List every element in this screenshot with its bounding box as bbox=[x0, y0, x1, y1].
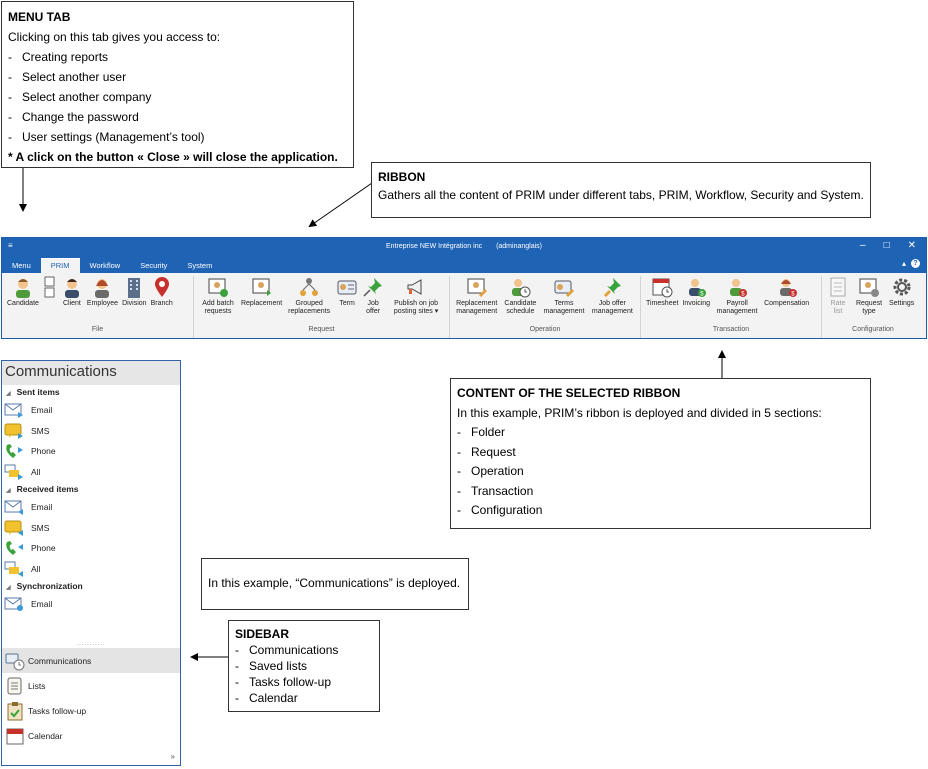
sent-all-item[interactable]: All bbox=[2, 462, 180, 483]
email-icon bbox=[4, 499, 24, 515]
map-pin-icon bbox=[151, 276, 173, 298]
candidate-button[interactable]: Candidate bbox=[5, 276, 41, 308]
quick-access-icon[interactable]: ≡ bbox=[8, 241, 13, 250]
splitter-handle[interactable]: ........... bbox=[76, 641, 106, 647]
list-scroll-icon bbox=[5, 676, 25, 696]
phone-icon bbox=[4, 443, 24, 459]
tab-security[interactable]: Security bbox=[140, 261, 168, 270]
sent-phone-item[interactable]: Phone bbox=[2, 441, 180, 462]
company-name: Entreprise NEW Intégration inc bbox=[386, 243, 483, 250]
pin-icon bbox=[362, 276, 384, 298]
job-offer-management-button[interactable]: Job offer management bbox=[588, 276, 637, 316]
ribbon-callout bbox=[371, 162, 871, 218]
callout-item: - Select another company bbox=[8, 90, 152, 104]
callout-item: - Configuration bbox=[457, 503, 543, 517]
sent-sms-item[interactable]: SMS bbox=[2, 421, 180, 442]
calendar-clock-icon bbox=[651, 276, 673, 298]
employee-button[interactable]: Employee bbox=[85, 276, 120, 308]
group-label-operation: Operation bbox=[529, 326, 561, 333]
division-button[interactable]: Division bbox=[120, 276, 149, 308]
building-icon bbox=[123, 276, 145, 298]
callout-item: - User settings (Management’s tool) bbox=[8, 130, 205, 144]
sidebar-callout bbox=[228, 620, 380, 712]
callout-item: - Transaction bbox=[457, 483, 534, 498]
callout-item: - Request bbox=[457, 444, 516, 459]
section-received-items[interactable]: ◢ Received items bbox=[6, 484, 79, 494]
callout-item: - Saved lists bbox=[235, 659, 308, 673]
callout-item: - Communications bbox=[235, 643, 339, 657]
sidebar-title: Communications bbox=[2, 361, 180, 385]
group-label-configuration: Configuration bbox=[852, 326, 894, 333]
callout-title: SIDEBAR bbox=[235, 627, 290, 641]
callout-item: - Creating reports bbox=[8, 50, 109, 64]
replacement-icon bbox=[251, 276, 273, 298]
terms-management-icon bbox=[553, 276, 575, 298]
candidate-extra-icons[interactable] bbox=[41, 276, 59, 298]
payroll-icon bbox=[726, 276, 748, 298]
replacement-button[interactable]: Replacement bbox=[239, 276, 284, 308]
sidebar bbox=[1, 360, 181, 766]
calendar-icon bbox=[5, 726, 25, 746]
sidebar-item-calendar[interactable]: Calendar bbox=[2, 723, 180, 748]
ribbon-content-callout bbox=[450, 378, 871, 529]
term-button[interactable]: Term bbox=[334, 276, 360, 308]
tab-system[interactable]: System bbox=[187, 261, 213, 270]
all-communications-icon bbox=[4, 464, 24, 480]
publish-job-posting-button[interactable]: Publish on job posting sites ▾ bbox=[386, 276, 446, 316]
callout-intro: Clicking on this tab gives you access to: bbox=[8, 30, 221, 44]
group-configuration bbox=[822, 276, 924, 338]
megaphone-icon bbox=[405, 276, 427, 298]
request-type-button[interactable]: Request type bbox=[851, 276, 887, 316]
job-offer-button[interactable]: Job offer bbox=[360, 276, 386, 316]
svg-text:$: $ bbox=[700, 291, 704, 298]
group-label-file: File bbox=[91, 326, 104, 333]
callout-text: In this example, PRIM’s ribbon is deployed and divided in 5 sections: bbox=[457, 405, 822, 420]
candidate-schedule-button[interactable]: Candidate schedule bbox=[500, 276, 540, 316]
schedule-icon bbox=[509, 276, 531, 298]
add-batch-requests-button[interactable]: Add batch requests bbox=[197, 276, 239, 316]
help-icon[interactable]: ? bbox=[911, 259, 920, 268]
callout-title: MENU TAB bbox=[8, 10, 71, 24]
email-icon bbox=[4, 596, 24, 612]
callout-note: * A click on the button « Close » will close the application. bbox=[8, 150, 338, 164]
group-label-request: Request bbox=[308, 326, 335, 333]
callout-item: - Calendar bbox=[235, 691, 298, 705]
received-sms-item[interactable]: SMS bbox=[2, 518, 180, 539]
batch-request-icon bbox=[207, 276, 229, 298]
payroll-management-button[interactable]: $ Payroll management bbox=[712, 276, 762, 316]
employee-icon bbox=[91, 276, 113, 298]
ribbon bbox=[2, 273, 926, 338]
svg-text:$: $ bbox=[790, 291, 795, 298]
request-type-icon bbox=[858, 276, 880, 298]
clipboard-check-icon bbox=[5, 701, 25, 721]
branch-button[interactable]: Branch bbox=[149, 276, 175, 308]
menu-tab-callout bbox=[1, 1, 354, 168]
timesheet-button[interactable]: Timesheet bbox=[644, 276, 680, 308]
grouped-replacements-button[interactable]: Grouped replacements bbox=[284, 276, 334, 316]
callout-item: - Operation bbox=[457, 464, 524, 478]
help-area bbox=[902, 259, 920, 268]
replacement-management-icon bbox=[466, 276, 488, 298]
replacement-management-button[interactable]: Replacement management bbox=[453, 276, 500, 316]
sidebar-item-communications[interactable]: Communications bbox=[2, 648, 180, 673]
close-button[interactable]: ✕ bbox=[907, 240, 916, 251]
sms-icon bbox=[4, 520, 24, 536]
terms-management-button[interactable]: Terms management bbox=[540, 276, 587, 316]
network-icon bbox=[298, 276, 320, 298]
ribbon-tabs bbox=[2, 256, 926, 273]
group-file bbox=[2, 276, 194, 338]
tab-menu[interactable]: Menu bbox=[12, 261, 31, 270]
phone-icon bbox=[4, 540, 24, 556]
callout-text: In this example, “Communications” is deployed. bbox=[208, 576, 461, 590]
compensation-button[interactable]: $ Compensation bbox=[762, 276, 811, 308]
all-communications-icon bbox=[4, 561, 24, 577]
user-name: (adminanglais) bbox=[496, 243, 542, 250]
collapse-ribbon-icon[interactable]: ▴ bbox=[901, 259, 906, 268]
group-label-transaction: Transaction bbox=[712, 326, 750, 333]
ribbon-arrow bbox=[310, 183, 372, 226]
settings-button[interactable]: Settings bbox=[887, 276, 916, 308]
candidate-icon bbox=[12, 276, 34, 298]
group-operation bbox=[450, 276, 641, 338]
email-icon bbox=[4, 402, 24, 418]
rate-list-icon bbox=[827, 276, 849, 298]
tab-prim[interactable]: PRIM bbox=[41, 258, 80, 273]
id-card-icon bbox=[336, 276, 358, 298]
callout-item: - Tasks follow-up bbox=[235, 675, 332, 689]
job-offer-management-icon bbox=[601, 276, 623, 298]
group-transaction bbox=[641, 276, 822, 338]
document-icon bbox=[44, 276, 56, 298]
callout-item: - Change the password bbox=[8, 110, 139, 124]
callout-title: RIBBON bbox=[378, 170, 426, 184]
sidebar-item-tasks-follow-up[interactable]: Tasks follow-up bbox=[2, 698, 180, 723]
received-email-item[interactable]: Email bbox=[2, 497, 180, 518]
invoicing-icon bbox=[685, 276, 707, 298]
tab-workflow[interactable]: Workflow bbox=[89, 261, 121, 270]
communications-callout bbox=[201, 558, 469, 610]
sidebar-nav bbox=[2, 648, 180, 748]
sms-icon bbox=[4, 423, 24, 439]
sync-email-item[interactable]: Email bbox=[2, 594, 180, 615]
gear-icon bbox=[891, 276, 913, 298]
sidebar-item-lists[interactable]: Lists bbox=[2, 673, 180, 698]
app-window bbox=[1, 237, 927, 339]
window-controls bbox=[860, 240, 916, 251]
client-icon bbox=[61, 276, 83, 298]
chevron-more-icon[interactable]: » bbox=[170, 752, 175, 761]
invoicing-button[interactable]: $ Invoicing bbox=[680, 276, 712, 308]
received-phone-item[interactable]: Phone bbox=[2, 538, 180, 559]
callout-title: CONTENT OF THE SELECTED RIBBON bbox=[457, 386, 681, 400]
maximize-button[interactable]: □ bbox=[883, 240, 890, 251]
title-bar bbox=[2, 238, 926, 256]
client-button[interactable]: Client bbox=[59, 276, 85, 308]
callout-item: - Select another user bbox=[8, 70, 127, 84]
communications-icon bbox=[5, 651, 25, 671]
section-sent-items[interactable]: ◢ Sent items bbox=[6, 387, 60, 397]
received-all-item[interactable]: All bbox=[2, 559, 180, 580]
compensation-icon bbox=[776, 276, 798, 298]
callout-item: - Folder bbox=[457, 425, 506, 439]
section-synchronization[interactable]: ◢ Synchronization bbox=[6, 581, 83, 591]
callout-text: Gathers all the content of PRIM under different tabs, PRIM, Workflow, Security and System. bbox=[378, 188, 864, 202]
window-title bbox=[2, 243, 926, 250]
group-request bbox=[194, 276, 450, 338]
rate-list-button[interactable]: Rate list bbox=[825, 276, 851, 316]
sent-email-item[interactable]: Email bbox=[2, 400, 180, 421]
svg-text:$: $ bbox=[741, 291, 745, 298]
minimize-button[interactable]: – bbox=[860, 240, 866, 251]
